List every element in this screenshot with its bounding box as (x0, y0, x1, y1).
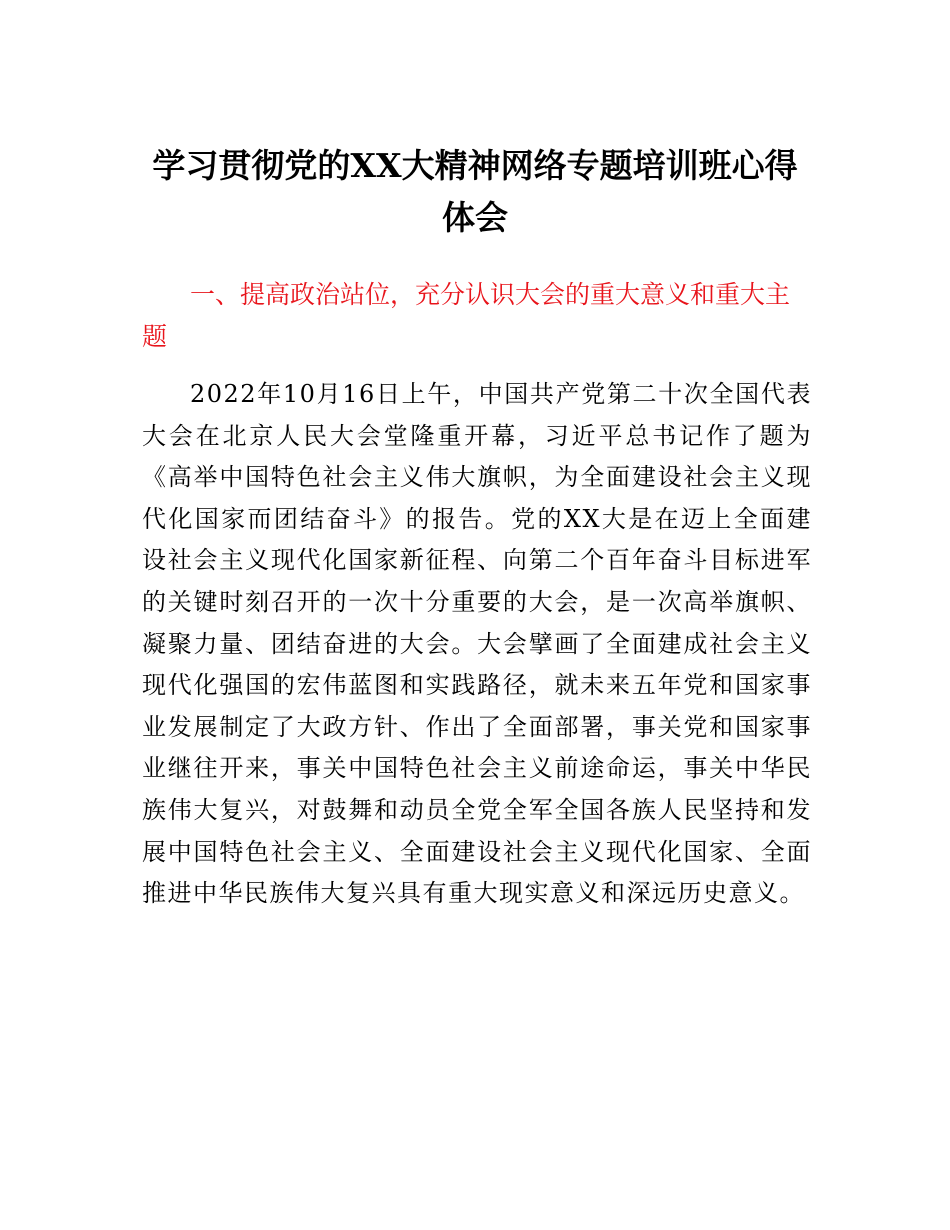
document-title: 学习贯彻党的XX大精神网络专题培训班心得体会 (152, 146, 798, 237)
section-heading-1: 一、提高政治站位，充分认识大会的重大意义和重大主题 (142, 280, 791, 351)
body-paragraph-1: 2022年10月16日上午，中国共产党第二十次全国代表大会在北京人民大会堂隆重开幕，习近平总书记作了题为《高举中国特色社会主义伟大旗帜，为全面建设社会主义现代化国家而团结奋斗》的报告。党的XX大是在迈上全面建设社会主义现代化国家新征程、向第二个百年奋斗目标进军的关键时刻召开的一次十分重要的大会，是一次高举旗帜、凝聚力量、团结奋进的大会。大会擘画了全面建成社会主义现代化强国的宏伟蓝图和实践路径，就未来五年党和国家事业发展制定了大政方针、作出了全面部署，事关党和国家事业继往开来，事关中国特色社会主义前途命运，事关中华民族伟大复兴，对鼓舞和动员全党全军全国各族人民坚持和发展中国特色社会主义、全面建设社会主义现代化国家、全面推进中华民族伟大复兴具有重大现实意义和深远历史意义。 (142, 380, 812, 908)
